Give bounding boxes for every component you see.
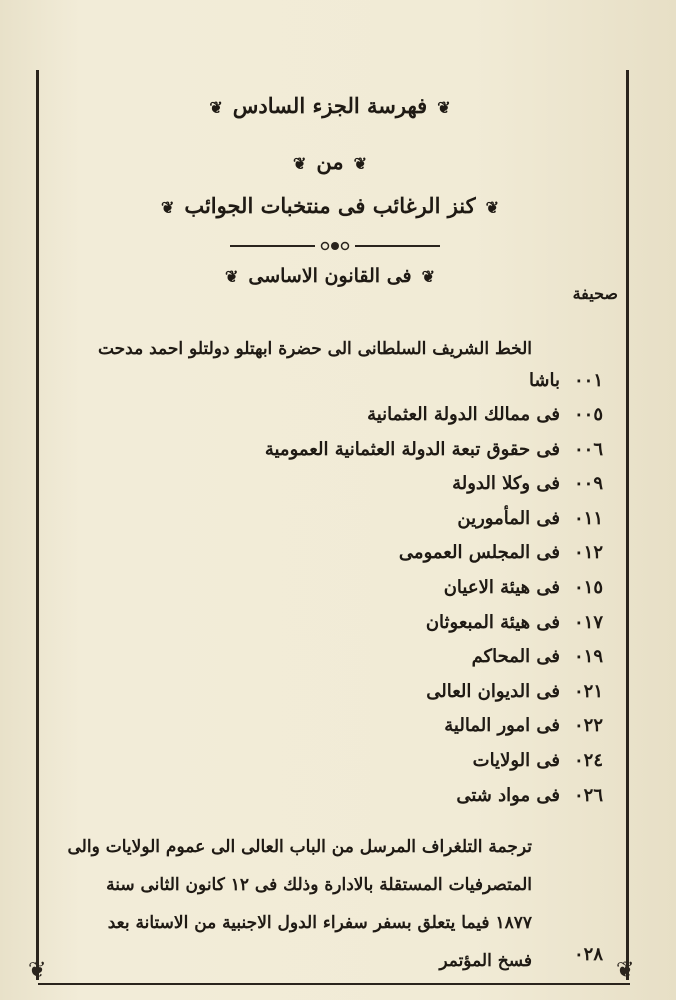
page-column-header: صحيفة [572,284,618,303]
page-number: ٠٢٨ [574,944,604,965]
corner-ornament-icon: ❦ [28,958,47,983]
entry-text: فى ممالك الدولة العثمانية [367,404,560,425]
entry-text: فى امور المالية [444,715,560,737]
index-entry [40,750,620,784]
ornament-icon: ❦ [209,98,223,117]
index-title [70,92,590,122]
final-entry-line: ترجمة التلغراف المرسل من الباب العالى الى عموم الولايات والى [67,837,532,857]
entry-text: فى الولايات [472,750,560,771]
final-entry-line: المتصرفيات المستقلة بالادارة وذلك فى ١٢ كانون الثانى سنة [106,875,532,895]
section-heading [70,262,590,291]
intro-entry-line: الخط الشريف السلطانى الى حضرة ابهتلو دولتلو احمد مدحت [97,339,532,359]
index-entry [40,577,620,611]
page-number: ٠١٢ [574,542,604,564]
index-entry [40,508,620,542]
page-number: ٠٠١ [574,370,604,391]
ornament-icon: ❦ [224,267,239,286]
page-number: ٠٢٦ [574,784,604,806]
entry-text: فى المأمورين [457,507,560,529]
decorative-divider-icon [230,240,440,252]
entry-text: فى هيئة المبعوثان [425,611,560,633]
entry-text: فى المحاكم [471,646,560,668]
frame-left-border [36,70,39,980]
index-entry [40,439,620,473]
book-title [70,192,590,222]
title-text: كنز الرغائب فى منتخبات الجوائب [184,193,476,218]
ornament-icon: ❦ [292,154,307,173]
page-number: ٠٠٩ [574,473,604,495]
index-entry [40,646,620,680]
final-entry-line: ١٨٧٧ فيما يتعلق بسفر سفراء الدول الاجنبية من الاستانة بعد [107,913,532,933]
page-number: ٠١٥ [574,577,604,598]
ornament-icon: ❦ [421,267,436,286]
entry-text: فى الديوان العالى [426,680,560,702]
entry-text: فى مواد شتى [456,784,560,806]
index-entry [40,404,620,438]
ornament-icon: ❦ [353,154,368,173]
frame-bottom-border [38,983,630,985]
ornament-icon: ❦ [437,98,451,117]
index-entry [40,681,620,715]
corner-ornament-icon: ❦ [616,958,635,983]
page-number: ٠٠٦ [574,438,604,460]
page-number: ٠٠٥ [574,404,604,425]
index-entry [40,612,620,646]
page-number: ٠٢١ [574,680,604,702]
intro-entry [40,370,620,404]
title-text: من [316,149,344,174]
index-entry [40,542,620,576]
ornament-icon: ❦ [485,198,500,217]
index-entry [40,473,620,507]
page-number: ٠٢٤ [574,750,604,771]
ornament-icon: ❦ [160,198,175,217]
section-heading-text: فى القانون الاساسى [248,265,412,287]
index-entry [40,785,620,819]
entry-text: فى حقوق تبعة الدولة العثمانية العمومية [264,438,560,460]
entry-text: فى هيئة الاعيان [443,577,560,598]
final-entry-line: فسخ المؤتمر [439,951,532,971]
title-text: فهرسة الجزء السادس [232,93,428,118]
index-entry [40,715,620,749]
page-number: ٠٢٢ [574,715,604,737]
entry-text: فى المجلس العمومى [398,542,560,564]
index-subtitle-from [70,148,590,178]
page-number: ٠١٩ [574,646,604,668]
entry-text: فى وكلا الدولة [452,473,560,495]
page-number: ٠١١ [574,507,604,529]
entry-text: باشا [528,370,560,391]
page-number: ٠١٧ [574,611,604,633]
